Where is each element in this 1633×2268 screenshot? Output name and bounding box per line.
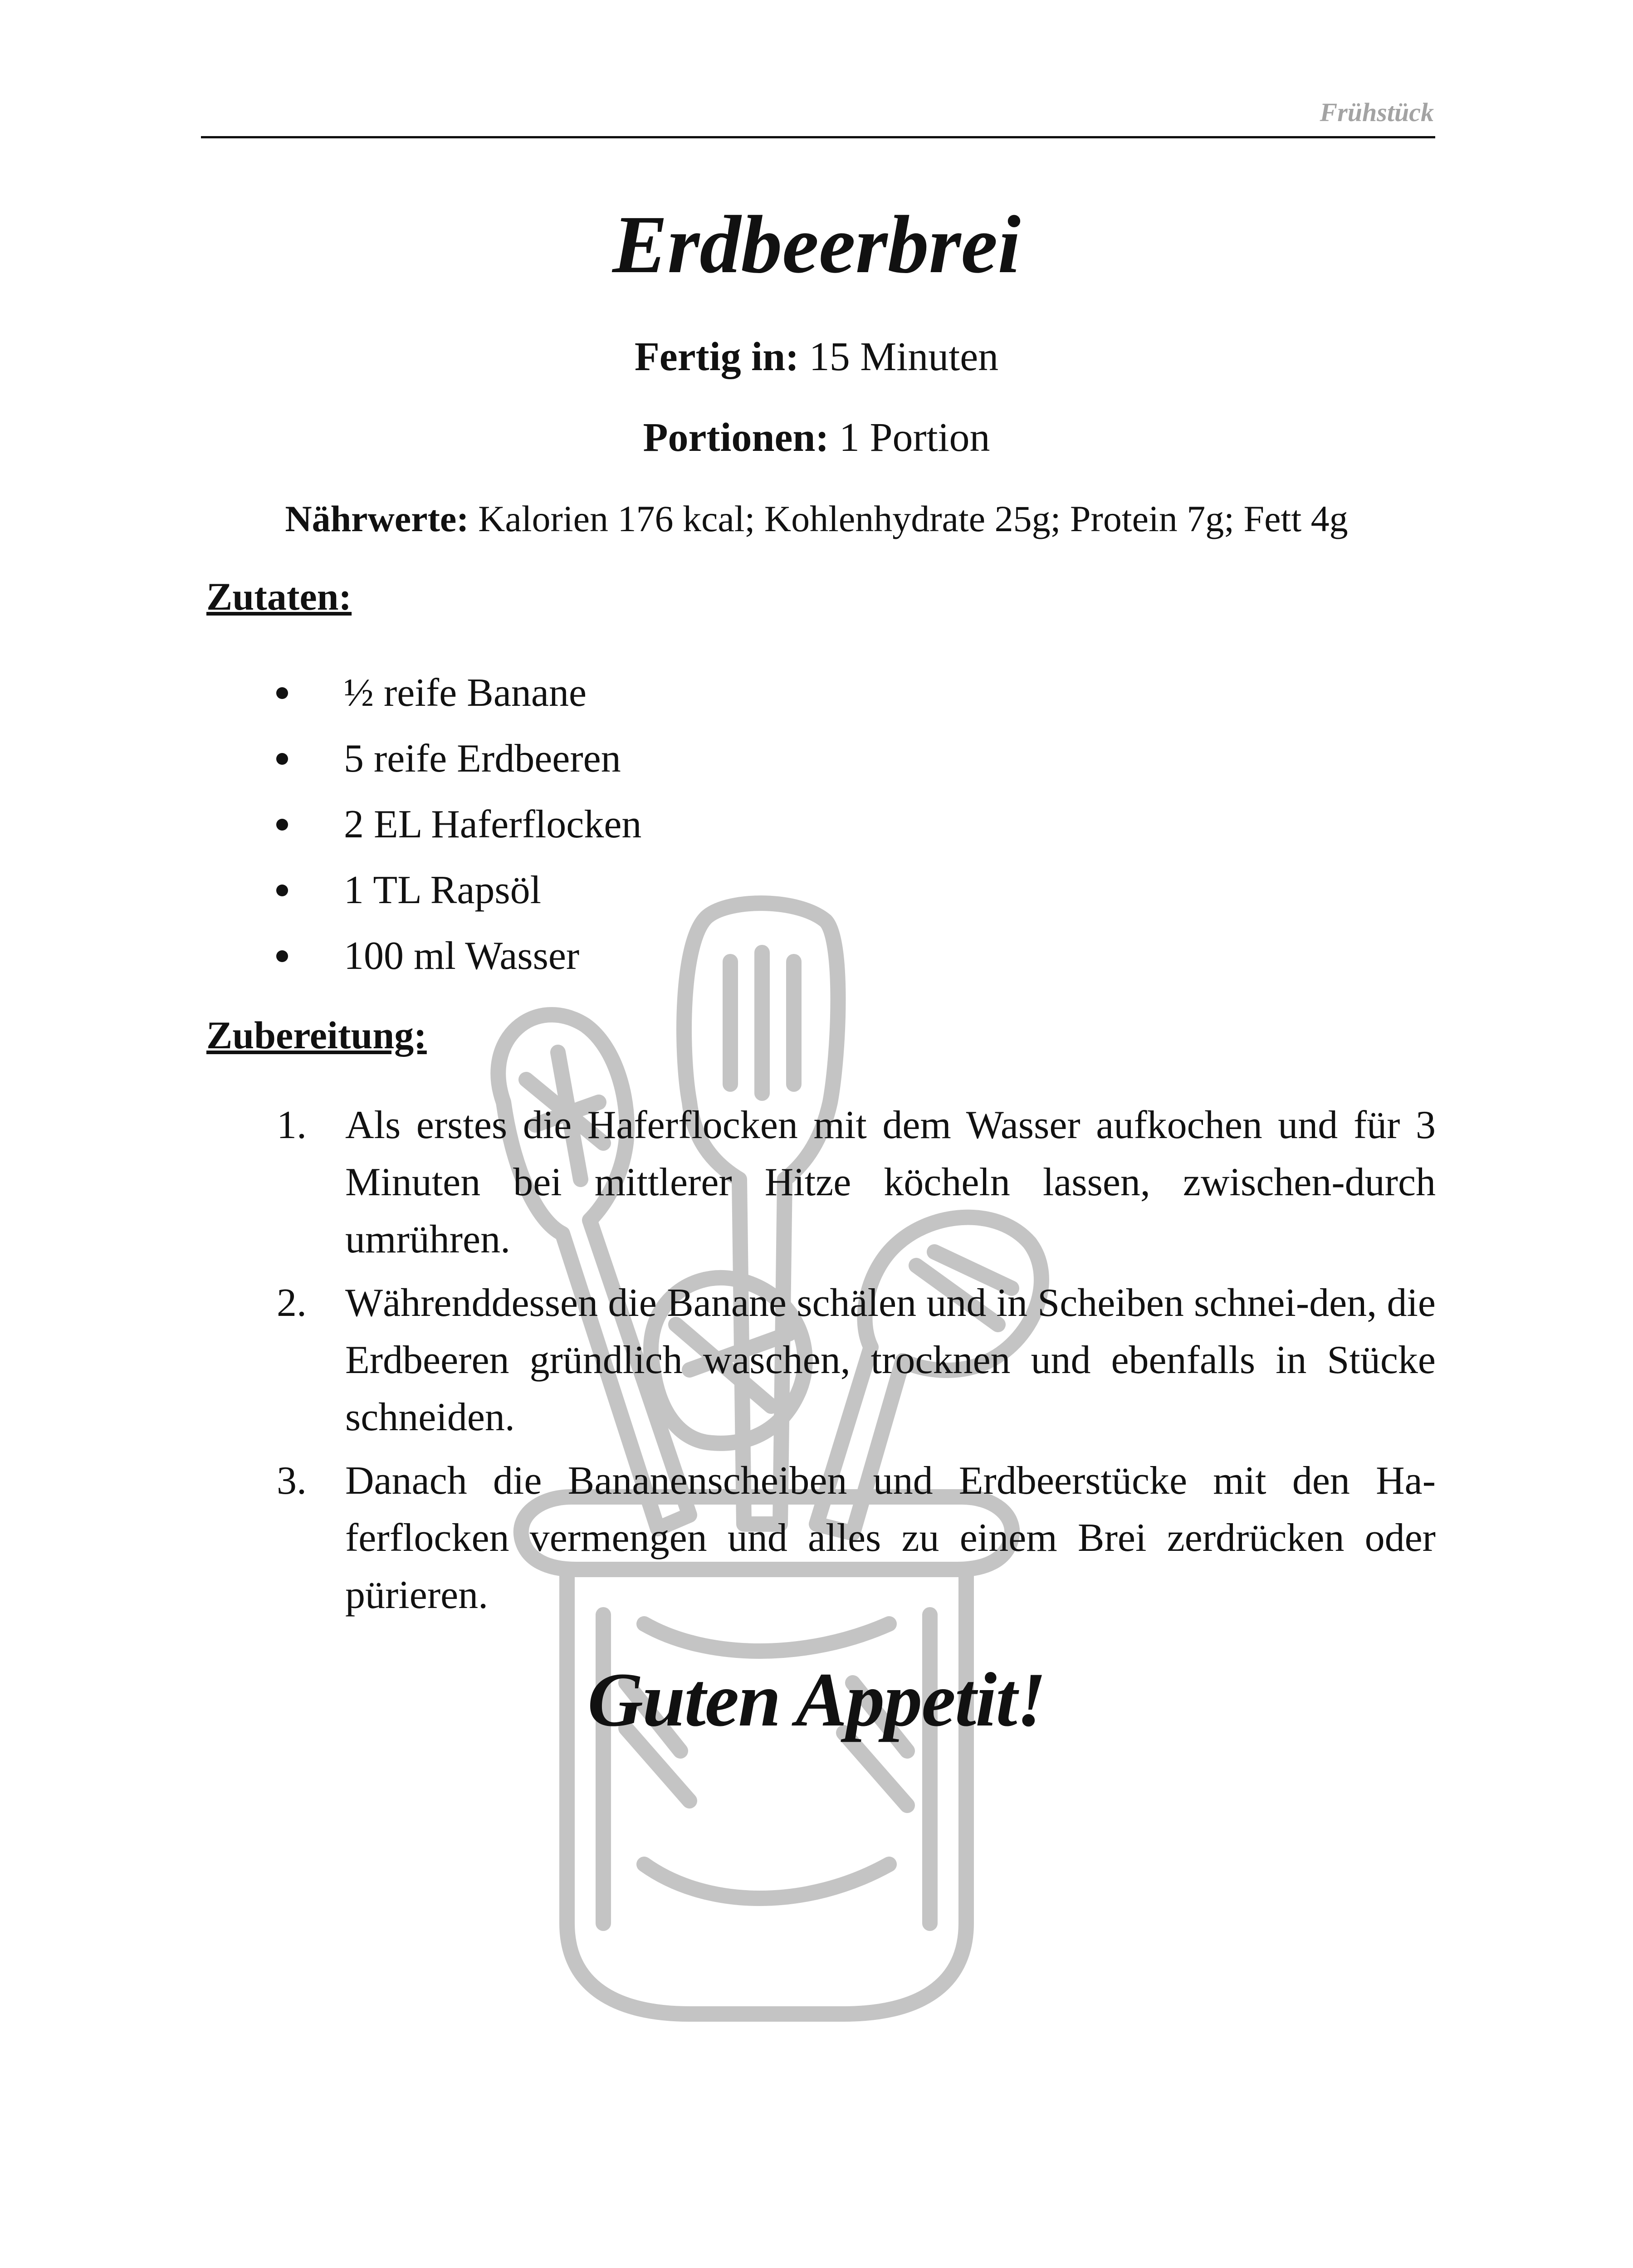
servings	[0, 414, 1633, 461]
nutrition-label: Nährwerte:	[285, 498, 469, 539]
servings-label: Portionen:	[643, 415, 829, 460]
recipe-title: Erdbeerbrei	[612, 199, 1021, 290]
bullet-icon	[276, 753, 288, 765]
ingredient-text: 100 ml Wasser	[344, 934, 580, 978]
bullet-icon	[276, 687, 288, 699]
nutrition	[0, 498, 1633, 540]
step-number: 1.	[277, 1103, 307, 1147]
header-rule	[201, 136, 1435, 138]
ready-time-value: 15 Minuten	[809, 334, 999, 379]
step-number: 2.	[277, 1281, 307, 1325]
bullet-icon	[276, 885, 288, 896]
list-item	[206, 923, 641, 989]
ingredients-list	[206, 660, 641, 989]
closing-greeting: Guten Appetit!	[587, 1657, 1046, 1742]
ready-time-label: Fertig in:	[634, 334, 799, 379]
step-item	[206, 1275, 1436, 1446]
bullet-icon	[276, 819, 288, 831]
ingredients-heading: Zutaten:	[206, 575, 352, 618]
ready-time	[0, 333, 1633, 380]
steps-list	[206, 1097, 1436, 1630]
nutrition-value: Kalorien 176 kcal; Kohlenhydrate 25g; Protein 7g; Fett 4g	[478, 498, 1348, 539]
list-item	[206, 726, 641, 792]
step-number: 3.	[277, 1459, 307, 1503]
ingredient-text: ½ reife Banane	[344, 671, 587, 715]
step-text: Danach die Bananenscheiben und Erdbeerstücke mit den Ha-ferflocken vermengen und alles zu einem Brei zerdrücken oder pürieren.	[345, 1459, 1436, 1617]
step-text: Als erstes die Haferflocken mit dem Wasser aufkochen und für 3 Minuten bei mittlerer Hitze köcheln lassen, zwischen-durch umrühren.	[345, 1103, 1436, 1261]
preparation-heading: Zubereitung:	[206, 1013, 427, 1057]
list-item	[206, 792, 641, 857]
list-item	[206, 660, 641, 726]
ingredient-text: 5 reife Erdbeeren	[344, 737, 621, 781]
bullet-icon	[276, 950, 288, 962]
step-text: Währenddessen die Banane schälen und in Scheiben schnei-den, die Erdbeeren gründlich waschen, trocknen und ebenfalls in Stücke schneiden.	[345, 1281, 1436, 1439]
ingredient-text: 2 EL Haferflocken	[344, 802, 642, 846]
list-item	[206, 857, 641, 923]
step-item	[206, 1097, 1436, 1268]
servings-value: 1 Portion	[839, 415, 990, 460]
step-item	[206, 1452, 1436, 1624]
running-head: Frühstück	[1320, 98, 1434, 127]
ingredient-text: 1 TL Rapsöl	[344, 868, 542, 912]
